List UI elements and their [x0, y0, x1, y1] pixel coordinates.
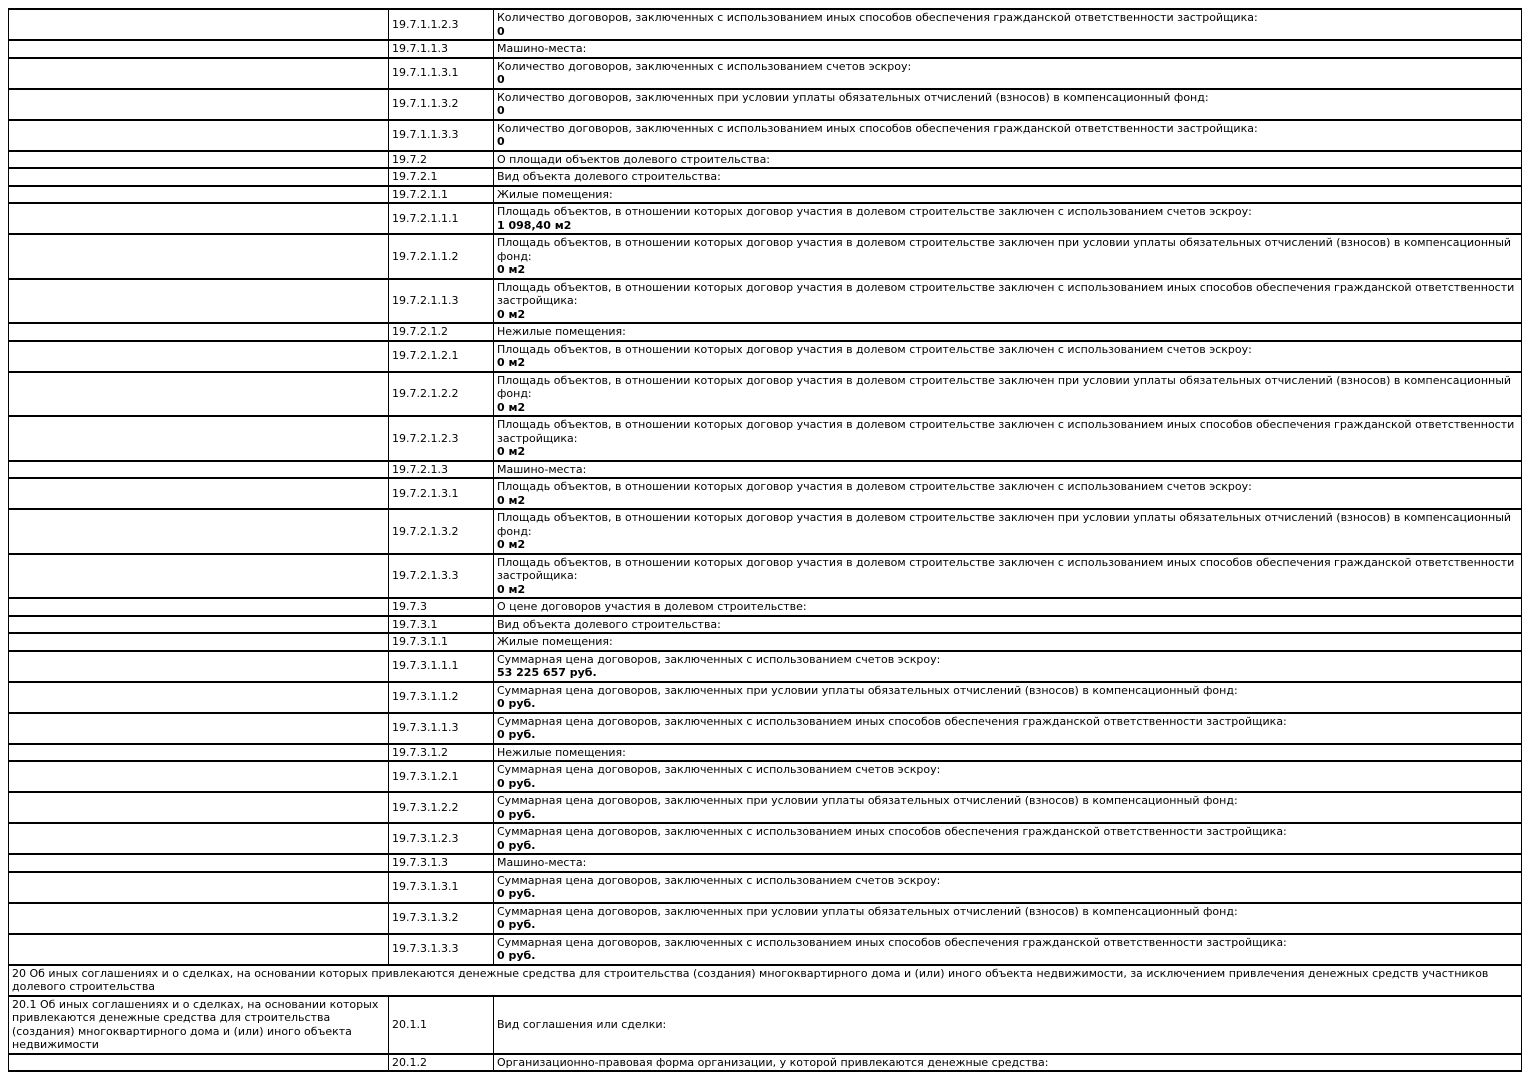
content-cell: [494, 934, 1522, 965]
empty-left-cell: [9, 872, 389, 903]
content-cell: [494, 1054, 1522, 1072]
table-row: [9, 598, 1522, 616]
content-cell: [494, 651, 1522, 682]
table-row: [9, 416, 1522, 461]
empty-left-cell: [9, 651, 389, 682]
table-row: [9, 744, 1522, 762]
content-cell: [494, 996, 1522, 1054]
table-row: [9, 168, 1522, 186]
clause-number-cell: 19.7.3.1: [389, 616, 494, 634]
empty-left-cell: [9, 186, 389, 204]
field-label: Количество договоров, заключенных с использованием иных способов обеспечения гражданской ответственности застройщика:: [497, 11, 1258, 24]
field-value: 0 руб.: [497, 918, 536, 931]
content-cell: [494, 372, 1522, 417]
field-label: Вид объекта долевого строительства:: [497, 617, 721, 631]
field-value: 1 098,40 м2: [497, 218, 572, 232]
table-row: [9, 341, 1522, 372]
empty-left-cell: [9, 120, 389, 151]
field-label: Суммарная цена договоров, заключенных с использованием иных способов обеспечения гражданской ответственности застройщика:: [497, 714, 1287, 728]
empty-left-cell: [9, 761, 389, 792]
clause-number-cell: 19.7.2.1.2.3: [389, 416, 494, 461]
clause-number-cell: 19.7.2.1.3: [389, 461, 494, 479]
field-label: Суммарная цена договоров, заключенных с использованием счетов эскроу:: [497, 873, 941, 887]
content-cell: [494, 903, 1522, 934]
empty-left-cell: [9, 323, 389, 341]
field-value: 0 м2: [497, 307, 526, 321]
field-label: Нежилые помещения:: [497, 325, 626, 338]
field-label: Площадь объектов, в отношении которых договор участия в долевом строительстве заключен с использованием иных способов обеспечения гражданской ответственности застройщика:: [497, 418, 1515, 445]
content-cell: [494, 598, 1522, 616]
content-cell: [494, 151, 1522, 169]
table-row: [9, 186, 1522, 204]
table-row: [9, 965, 1522, 996]
table-row: [9, 792, 1522, 823]
clause-number-cell: 19.7.3: [389, 598, 494, 616]
empty-left-cell: [9, 279, 389, 324]
table-row: [9, 633, 1522, 651]
table-row: [9, 854, 1522, 872]
table-row: [9, 372, 1522, 417]
field-value: 0 руб.: [497, 887, 536, 900]
clause-number-cell: 19.7.3.1.1.2: [389, 682, 494, 713]
content-cell: [494, 89, 1522, 120]
empty-left-cell: [9, 598, 389, 616]
content-cell: [494, 120, 1522, 151]
table-row: [9, 40, 1522, 58]
clause-number-cell: 19.7.1.1.3.2: [389, 89, 494, 120]
table-row: [9, 823, 1522, 854]
content-cell: [494, 744, 1522, 762]
field-label: Вид соглашения или сделки:: [497, 1017, 667, 1031]
content-cell: [494, 478, 1522, 509]
table-row: [9, 934, 1522, 965]
table-row: [9, 1054, 1522, 1072]
content-cell: [494, 854, 1522, 872]
empty-left-cell: [9, 934, 389, 965]
field-label: Площадь объектов, в отношении которых договор участия в долевом строительстве заключен с использованием счетов эскроу:: [497, 342, 1252, 356]
table-row: [9, 903, 1522, 934]
field-label: Количество договоров, заключенных при условии уплаты обязательных отчислений (взносов) в компенсационный фонд:: [497, 90, 1209, 104]
field-value: 0 м2: [497, 263, 526, 276]
field-value: 0: [497, 104, 505, 117]
field-value: 0 руб.: [497, 776, 536, 790]
field-value: 0: [497, 73, 505, 86]
clause-number-cell: 19.7.3.1.1.1: [389, 651, 494, 682]
empty-left-cell: [9, 461, 389, 479]
empty-left-cell: [9, 89, 389, 120]
content-cell: [494, 509, 1522, 554]
section-header-cell: 20 Об иных соглашениях и о сделках, на основании которых привлекаются денежные средства для строительства (создания) многоквартирного дома и (или) иного объекта недвижимости, за исключением привлечения денежных средств участников долевого строительства: [9, 965, 1522, 996]
empty-left-cell: [9, 713, 389, 744]
table-row: [9, 9, 1522, 40]
table-row: [9, 234, 1522, 279]
empty-left-cell: [9, 168, 389, 186]
empty-left-cell: [9, 151, 389, 169]
field-value: 0 м2: [497, 493, 526, 507]
field-value: 0 руб.: [497, 728, 536, 741]
field-label: Машино-места:: [497, 462, 587, 476]
table-row: [9, 478, 1522, 509]
content-cell: [494, 9, 1522, 40]
empty-left-cell: [9, 58, 389, 89]
field-label: Жилые помещения:: [497, 635, 613, 648]
table-row: [9, 279, 1522, 324]
clause-number-cell: 19.7.3.1.3.3: [389, 934, 494, 965]
content-cell: [494, 40, 1522, 58]
clause-number-cell: 19.7.2.1.2.1: [389, 341, 494, 372]
table-row: [9, 554, 1522, 599]
table-row: [9, 682, 1522, 713]
field-label: Машино-места:: [497, 856, 587, 869]
content-cell: [494, 234, 1522, 279]
field-value: 0: [497, 24, 505, 38]
clause-number-cell: 19.7.2.1.2: [389, 323, 494, 341]
content-cell: [494, 713, 1522, 744]
empty-left-cell: [9, 1054, 389, 1072]
field-label: Машино-места:: [497, 42, 587, 55]
content-cell: [494, 682, 1522, 713]
clause-number-cell: 19.7.3.1.1: [389, 633, 494, 651]
clause-number-cell: 19.7.2.1.3.2: [389, 509, 494, 554]
empty-left-cell: [9, 682, 389, 713]
field-value: 0 м2: [497, 356, 526, 369]
content-cell: [494, 792, 1522, 823]
table-row: [9, 616, 1522, 634]
field-label: Суммарная цена договоров, заключенных с использованием счетов эскроу:: [497, 652, 941, 666]
empty-left-cell: [9, 633, 389, 651]
clause-number-cell: 19.7.3.1.2.3: [389, 823, 494, 854]
field-label: О цене договоров участия в долевом строительстве:: [497, 600, 807, 613]
table-row: [9, 713, 1522, 744]
field-value: 0 руб.: [497, 838, 536, 852]
field-value: 0 руб.: [497, 807, 536, 821]
field-label: Суммарная цена договоров, заключенных при условии уплаты обязательных отчислений (взносов) в компенсационный фонд:: [497, 904, 1238, 918]
clause-number-cell: 19.7.3.1.3.2: [389, 903, 494, 934]
clause-number-cell: 19.7.1.1.3.3: [389, 120, 494, 151]
field-label: Нежилые помещения:: [497, 745, 626, 759]
table-row: [9, 151, 1522, 169]
field-label: Вид объекта долевого строительства:: [497, 170, 721, 183]
empty-left-cell: [9, 203, 389, 234]
empty-left-cell: [9, 416, 389, 461]
clause-number-cell: 19.7.1.1.3: [389, 40, 494, 58]
field-value: 0: [497, 135, 505, 148]
field-value: 53 225 657 руб.: [497, 666, 597, 679]
content-cell: [494, 554, 1522, 599]
field-label: Площадь объектов, в отношении которых договор участия в долевом строительстве заключен при условии уплаты обязательных отчислений (взносов) в компенсационный фонд:: [497, 373, 1512, 400]
field-value: 0 м2: [497, 582, 526, 596]
empty-left-cell: [9, 509, 389, 554]
content-cell: [494, 168, 1522, 186]
section-description-cell: 20.1 Об иных соглашениях и о сделках, на основании которых привлекаются денежные средства для строительства (создания) многоквартирного дома и (или) иного объекта недвижимости: [9, 996, 389, 1054]
content-cell: [494, 416, 1522, 461]
clause-number-cell: 19.7.2: [389, 151, 494, 169]
content-cell: [494, 872, 1522, 903]
content-cell: [494, 823, 1522, 854]
empty-left-cell: [9, 372, 389, 417]
content-cell: [494, 341, 1522, 372]
clause-number-cell: 19.7.2.1.1.3: [389, 279, 494, 324]
field-value: 0 руб.: [497, 697, 536, 710]
field-value: 0 м2: [497, 400, 526, 414]
table-body: [9, 9, 1522, 1071]
clause-number-cell: 19.7.3.1.2: [389, 744, 494, 762]
empty-left-cell: [9, 478, 389, 509]
content-cell: [494, 761, 1522, 792]
field-label: Суммарная цена договоров, заключенных при условии уплаты обязательных отчислений (взносов) в компенсационный фонд:: [497, 794, 1238, 807]
clause-number-cell: 19.7.2.1.1: [389, 186, 494, 204]
table-row: [9, 323, 1522, 341]
clause-number-cell: 20.1.1: [389, 996, 494, 1054]
empty-left-cell: [9, 234, 389, 279]
table-row: [9, 461, 1522, 479]
clause-number-cell: 19.7.1.1.2.3: [389, 9, 494, 40]
clause-number-cell: 19.7.2.1.1.2: [389, 234, 494, 279]
field-label: Суммарная цена договоров, заключенных с использованием иных способов обеспечения гражданской ответственности застройщика:: [497, 825, 1287, 838]
table-row: [9, 203, 1522, 234]
table-row: [9, 58, 1522, 89]
clause-number-cell: 19.7.3.1.3: [389, 854, 494, 872]
empty-left-cell: [9, 744, 389, 762]
clause-number-cell: 19.7.1.1.3.1: [389, 58, 494, 89]
field-label: О площади объектов долевого строительства:: [497, 152, 771, 166]
declaration-table: [8, 8, 1522, 1072]
clause-number-cell: 19.7.3.1.3.1: [389, 872, 494, 903]
field-label: Количество договоров, заключенных с использованием счетов эскроу:: [497, 59, 912, 73]
table-row: [9, 872, 1522, 903]
field-label: Жилые помещения:: [497, 187, 613, 201]
table-row: [9, 996, 1522, 1054]
content-cell: [494, 203, 1522, 234]
clause-number-cell: 19.7.3.1.2.1: [389, 761, 494, 792]
clause-number-cell: 19.7.2.1.3.3: [389, 554, 494, 599]
empty-left-cell: [9, 554, 389, 599]
table-row: [9, 761, 1522, 792]
content-cell: [494, 616, 1522, 634]
field-label: Суммарная цена договоров, заключенных при условии уплаты обязательных отчислений (взносов) в компенсационный фонд:: [497, 683, 1238, 697]
empty-left-cell: [9, 854, 389, 872]
clause-number-cell: 19.7.2.1: [389, 168, 494, 186]
empty-left-cell: [9, 792, 389, 823]
clause-number-cell: 19.7.2.1.1.1: [389, 203, 494, 234]
empty-left-cell: [9, 903, 389, 934]
field-label: Площадь объектов, в отношении которых договор участия в долевом строительстве заключен с использованием иных способов обеспечения гражданской ответственности застройщика:: [497, 555, 1515, 582]
clause-number-cell: 19.7.3.1.1.3: [389, 713, 494, 744]
field-value: 0 руб.: [497, 949, 536, 962]
field-label: Организационно-правовая форма организации, у которой привлекаются денежные средства:: [497, 1055, 1049, 1069]
field-value: 0 м2: [497, 445, 526, 458]
field-label: Площадь объектов, в отношении которых договор участия в долевом строительстве заключен при условии уплаты обязательных отчислений (взносов) в компенсационный фонд:: [497, 236, 1512, 263]
field-label: Площадь объектов, в отношении которых договор участия в долевом строительстве заключен с использованием счетов эскроу:: [497, 480, 1252, 493]
empty-left-cell: [9, 9, 389, 40]
table-row: [9, 120, 1522, 151]
field-label: Площадь объектов, в отношении которых договор участия в долевом строительстве заключен с использованием счетов эскроу:: [497, 205, 1252, 218]
field-label: Суммарная цена договоров, заключенных с использованием иных способов обеспечения гражданской ответственности застройщика:: [497, 935, 1287, 949]
empty-left-cell: [9, 40, 389, 58]
content-cell: [494, 186, 1522, 204]
clause-number-cell: 20.1.2: [389, 1054, 494, 1072]
table-row: [9, 89, 1522, 120]
field-value: 0 м2: [497, 538, 526, 551]
content-cell: [494, 323, 1522, 341]
field-label: Количество договоров, заключенных с использованием иных способов обеспечения гражданской ответственности застройщика:: [497, 121, 1258, 135]
clause-number-cell: 19.7.2.1.3.1: [389, 478, 494, 509]
field-label: Площадь объектов, в отношении которых договор участия в долевом строительстве заключен с использованием иных способов обеспечения гражданской ответственности застройщика:: [497, 280, 1515, 307]
clause-number-cell: 19.7.2.1.2.2: [389, 372, 494, 417]
content-cell: [494, 58, 1522, 89]
clause-number-cell: 19.7.3.1.2.2: [389, 792, 494, 823]
empty-left-cell: [9, 823, 389, 854]
content-cell: [494, 633, 1522, 651]
content-cell: [494, 461, 1522, 479]
field-label: Площадь объектов, в отношении которых договор участия в долевом строительстве заключен при условии уплаты обязательных отчислений (взносов) в компенсационный фонд:: [497, 511, 1512, 538]
empty-left-cell: [9, 616, 389, 634]
table-row: [9, 651, 1522, 682]
field-label: Суммарная цена договоров, заключенных с использованием счетов эскроу:: [497, 763, 941, 776]
content-cell: [494, 279, 1522, 324]
empty-left-cell: [9, 341, 389, 372]
table-row: [9, 509, 1522, 554]
